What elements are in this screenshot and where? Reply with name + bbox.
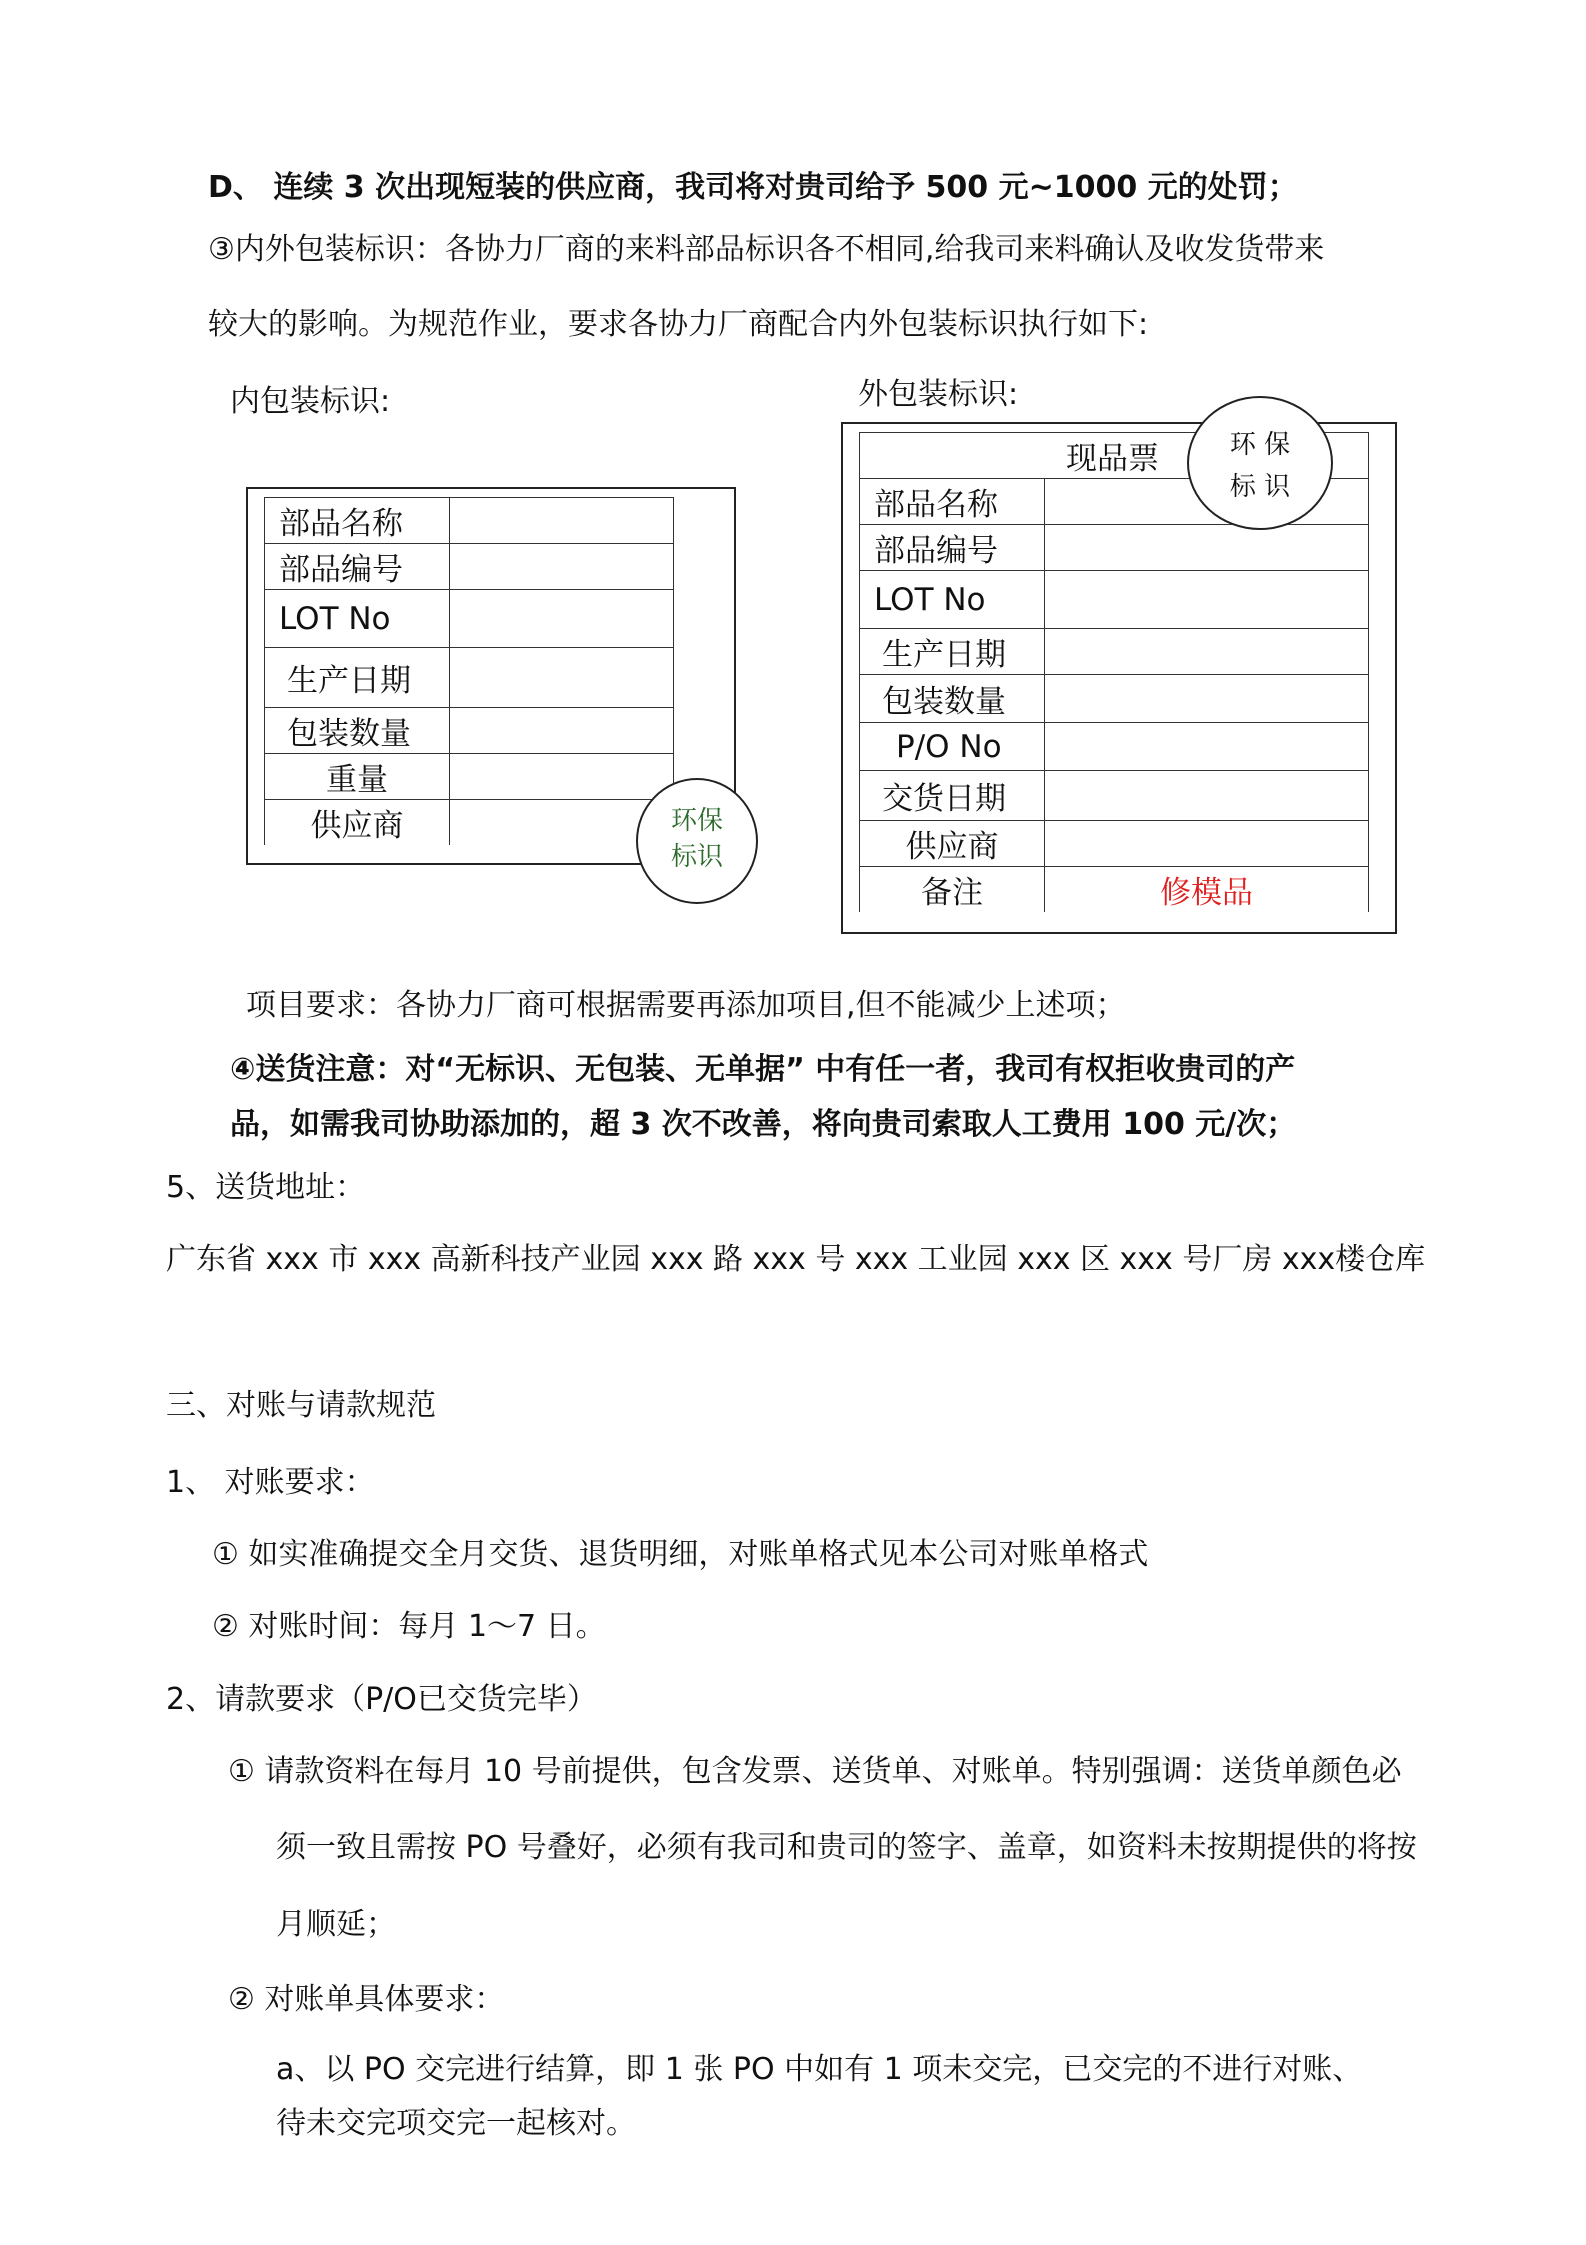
subsection-2-item-1-line3: 月顺延；: [276, 1907, 396, 1942]
inner-row-date: 生产日期: [265, 648, 450, 708]
outer-row-delivery-date: 交货日期: [860, 771, 1045, 821]
outer-value-cell: [1045, 723, 1369, 771]
inner-label-title: 内包装标识:: [230, 384, 391, 419]
outer-row-qty: 包装数量: [860, 675, 1045, 723]
subsection-1-item-1: ① 如实准确提交全月交货、退货明细，对账单格式见本公司对账单格式: [212, 1537, 1149, 1572]
item-a-line1: a、以 PO 交完进行结算，即 1 张 PO 中如有 1 项未交完，已交完的不进行对账、: [276, 2052, 1363, 2087]
item-a-line2: 待未交完项交完一起核对。: [276, 2106, 636, 2141]
inner-row-weight: 重量: [265, 754, 450, 800]
clause-3-line1: ③内外包装标识：各协力厂商的来料部品标识各不相同,给我司来料确认及收发货带来: [208, 232, 1325, 267]
inner-eco-text-2: 标识: [670, 842, 723, 872]
project-requirement: 项目要求：各协力厂商可根据需要再添加项目,但不能减少上述项；: [246, 988, 1126, 1023]
inner-value-cell: [450, 498, 674, 544]
inner-row-qty: 包装数量: [265, 708, 450, 754]
outer-value-cell: [1045, 525, 1369, 571]
outer-value-cell: [1045, 629, 1369, 675]
subsection-1-item-2: ② 对账时间：每月 1～7 日。: [212, 1609, 606, 1644]
inner-value-cell: [450, 708, 674, 754]
outer-eco-text-2: 标 识: [1229, 472, 1291, 502]
outer-header: 现品票: [860, 433, 1369, 479]
outer-row-lot: LOT No: [860, 571, 1045, 629]
outer-value-cell: [1045, 571, 1369, 629]
clause-4-line1: ④送货注意：对“无标识、无包装、无单据” 中有任一者，我司有权拒收贵司的产: [230, 1052, 1296, 1087]
outer-row-date: 生产日期: [860, 629, 1045, 675]
outer-row-po: P/O No: [860, 723, 1045, 771]
outer-value-cell: [1045, 821, 1369, 867]
clause-3-line2: 较大的影响。为规范作业，要求各协力厂商配合内外包装标识执行如下:: [208, 307, 1149, 342]
outer-eco-text-1: 环 保: [1229, 430, 1291, 460]
delivery-address: 广东省 xxx 市 xxx 高新科技产业园 xxx 路 xxx 号 xxx 工业园 xxx 区 xxx 号厂房 xxx楼仓库: [166, 1242, 1426, 1277]
subsection-1-title: 1、 对账要求：: [166, 1465, 375, 1500]
inner-row-code: 部品编号: [265, 544, 450, 590]
outer-label-title: 外包装标识:: [858, 377, 1019, 412]
inner-eco-text-1: 环保: [670, 806, 723, 836]
outer-row-supplier: 供应商: [860, 821, 1045, 867]
outer-eco-mark: [1187, 396, 1333, 530]
inner-value-cell: [450, 754, 674, 800]
outer-value-cell: [1045, 771, 1369, 821]
outer-row-code: 部品编号: [860, 525, 1045, 571]
inner-value-cell: [450, 544, 674, 590]
inner-eco-mark: [636, 778, 758, 904]
section-3-title: 三、对账与请款规范: [166, 1388, 436, 1423]
clause-d: D、 连续 3 次出现短装的供应商，我司将对贵司给予 500 元~1000 元的处罚；: [208, 170, 1298, 205]
inner-row-name: 部品名称: [265, 498, 450, 544]
inner-row-supplier: 供应商: [265, 800, 450, 846]
inner-value-cell: [450, 590, 674, 648]
subsection-2-item-1-line1: ① 请款资料在每月 10 号前提供，包含发票、送货单、对账单。特别强调：送货单颜色必: [228, 1754, 1402, 1789]
subsection-2-item-2: ② 对账单具体要求：: [228, 1982, 505, 2017]
subsection-2-title: 2、请款要求（P/O已交货完毕）: [166, 1682, 597, 1717]
clause-4-line2: 品，如需我司协助添加的，超 3 次不改善，将向贵司索取人工费用 100 元/次；: [230, 1107, 1297, 1142]
outer-row-remark: 备注: [860, 867, 1045, 913]
outer-row-name: 部品名称: [860, 479, 1045, 525]
section-5-title: 5、送货地址：: [166, 1170, 366, 1205]
inner-value-cell: [450, 648, 674, 708]
outer-value-cell: [1045, 675, 1369, 723]
outer-remark-value: 修模品: [1045, 867, 1369, 913]
inner-row-lot: LOT No: [265, 590, 450, 648]
inner-label-table: [264, 497, 674, 845]
subsection-2-item-1-line2: 须一致且需按 PO 号叠好，必须有我司和贵司的签字、盖章，如资料未按期提供的将按: [276, 1830, 1417, 1865]
